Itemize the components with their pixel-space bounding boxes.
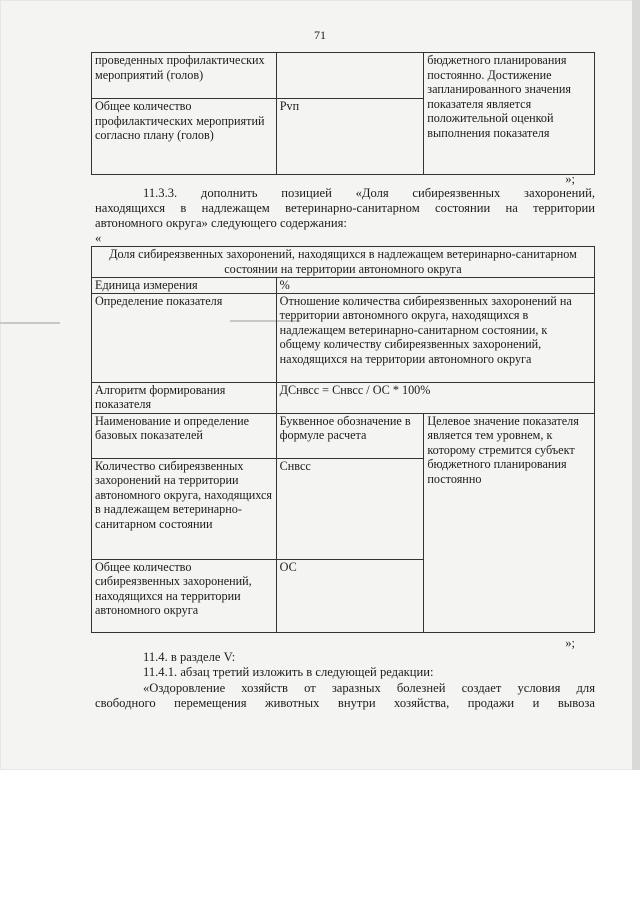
table-cell: ДСнвсс = Снвсс / ОС * 100%	[276, 382, 594, 413]
table-cell: Общее количество профилактических мероприятий согласно плану (голов)	[92, 99, 277, 175]
table-cell: бюджетного планирования постоянно. Достижение запланированного значения показателя является положительной оценкой выполнения показателя	[424, 53, 595, 175]
table-cell: Буквенное обозначение в формуле расчета	[276, 413, 424, 458]
page-number: 71	[314, 28, 326, 42]
table-cell: %	[276, 278, 594, 294]
closing-quote: »;	[565, 172, 575, 186]
table-row	[92, 413, 595, 458]
table-cell: Количество сибиреязвенных захоронений на территории автономного округа, находящихся в надлежащем ветеринарно-санитарном состоянии	[92, 458, 277, 559]
table-cell: Алгоритм формирования показателя	[92, 382, 277, 413]
table-cell: ОС	[276, 559, 424, 632]
section-line: 11.4.1. абзац третий изложить в следующей редакции:	[143, 665, 434, 679]
paragraph-line: находящихся в надлежащем ветеринарно-санитарном состоянии на территории	[95, 201, 595, 215]
paragraph-line: автономного округа» следующего содержания:	[95, 216, 347, 230]
table-row	[92, 382, 595, 413]
table-cell: Отношение количества сибиреязвенных захоронений на территории автономного округа, находящихся в надлежащем ветеринарно-санитарном состоянии, к общему количеству сибиреязвенных захоронений, находящихся на территории автономного округа	[276, 293, 594, 382]
table-cell: Единица измерения	[92, 278, 277, 294]
table-cell: Рvп	[276, 99, 424, 175]
table-row	[92, 53, 595, 99]
table-cell: Общее количество сибиреязвенных захоронений, находящихся на территории автономного округа	[92, 559, 277, 632]
table-title: Доля сибиреязвенных захоронений, находящихся в надлежащем ветеринарно-санитарном состоянии на территории автономного округа	[92, 247, 595, 278]
table-cell: Наименование и определение базовых показателей	[92, 413, 277, 458]
table-continuation	[91, 52, 595, 175]
table-cell	[276, 53, 424, 99]
paragraph-line: «Оздоровление хозяйств от заразных болезней создает условия для	[143, 681, 595, 695]
table-cell: проведенных профилактических мероприятий (голов)	[92, 53, 277, 99]
table-cell: Целевое значение показателя является тем уровнем, к которому стремится субъект бюджетного планирования постоянно	[424, 413, 595, 632]
scan-artifact	[0, 322, 60, 324]
table-row	[92, 293, 595, 382]
table-cell: Снвсс	[276, 458, 424, 559]
table-cell: Определение показателя	[92, 293, 277, 382]
closing-quote: »;	[565, 636, 575, 650]
paragraph-line: свободного перемещения животных внутри хозяйства, продажи и вывоза	[95, 696, 595, 710]
page-edge	[632, 0, 640, 770]
indicator-table	[91, 246, 595, 633]
section-line: 11.4. в разделе V:	[143, 650, 236, 664]
table-title-row	[92, 247, 595, 278]
paragraph-line: 11.3.3. дополнить позицией «Доля сибиреязвенных захоронений,	[143, 186, 595, 200]
table-row	[92, 278, 595, 294]
opening-quote: «	[95, 231, 102, 245]
